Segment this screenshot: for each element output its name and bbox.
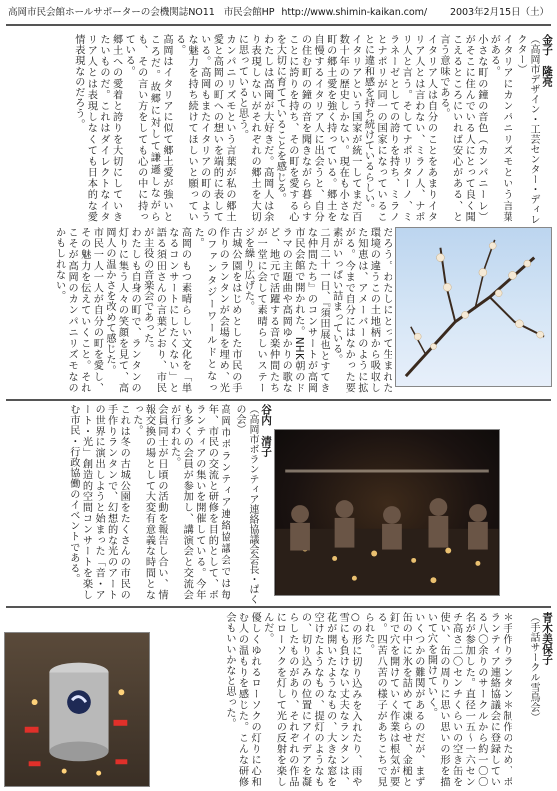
newsletter-title: 高岡市民会館ホールサポーターの会機関誌NO11 bbox=[8, 7, 215, 18]
article-1-paragraph: イタリア人は自分のことをあまりイタリア人とは言わない、ミラノ人、ナポリ人と言う。そしてナポリターノ、ミラネーゼとしての誇りを持ち、ミラノとナポリが同一の国家になっていることに違和感を持ち続けているらしい。 bbox=[362, 34, 437, 222]
article-1-paragraph: わたしは高岡が大好きだ。高岡人は余り表現しないがそれぞれの郷土を大切に思っていると思う。 bbox=[236, 34, 273, 222]
article-3-body bbox=[154, 612, 512, 787]
article-3-paragraph: いくつかの難関があるのだが、まず缶の中に氷を詰めて凍らせ、金槌と釘で穴を開けていく作業は根気が要る。四苦八苦の様子があちこちで見られた。 bbox=[362, 612, 424, 787]
article-3-byline bbox=[515, 612, 553, 787]
lantern-workshop-photo bbox=[274, 429, 500, 596]
author-role: （高岡市ボランティア連絡協議会会長・ぱくの会） bbox=[234, 404, 258, 604]
author-role: （高岡市デザイン・工芸センター・ディレクター） bbox=[515, 34, 539, 224]
author-role: （手話サークル雪鳥会） bbox=[528, 612, 539, 722]
article-1-paragraph: 二月二十一日、『須田展也とすてきな仲間たち』のコンサートが高岡市民会館で開かれた。NHK朝のドラマの主題曲や高岡ゆかりの歌など、地元で活躍する音楽仲間たちが一堂に会して素晴らしいステージを繰り広げた。 bbox=[242, 227, 330, 393]
article-3-paragraph: 優しくゆれるローソクの灯りに心和む人の温もりを感じた。こんな研修会もいいかなと思った。 bbox=[223, 612, 261, 787]
article-2-byline bbox=[232, 404, 272, 604]
website-label: 市民会館HP bbox=[223, 7, 275, 18]
article-2-body bbox=[8, 404, 230, 600]
section-rule bbox=[6, 399, 551, 401]
website-url[interactable]: http://www.shimin-kaikan.com/ bbox=[281, 7, 427, 18]
article-2-paragraph: これは冬の古城公園をたくさんの市民の手作りランタンで、幻想的な光のアートの世界に演出しようと始まった「音・アート・光」創造的空間コンサートを楽しむ市民・行政協働のイベントである。 bbox=[67, 404, 130, 600]
article-1-body bbox=[8, 34, 512, 222]
article-1-paragraph: 高岡はイタリアに似て郷土愛が強いところだ。故郷に対して謙遜しながらも、その言い方をしても心の中に持っている。 bbox=[123, 34, 172, 222]
header-rule bbox=[6, 24, 551, 26]
article-3-paragraph: ○の形に切り込みを入れたり、雨や雪にも負けない丈夫なランタンは、花が開いたようなもの、大きな窓を空けたようなもの、提灯のようなもの、切り込みの位置にアイデアを凝らしたものがあり、それぞれの作品にローソクを灯して光の反射を楽しんだ。 bbox=[261, 612, 361, 787]
article-1-byline bbox=[515, 34, 553, 224]
article-1-paragraph: 高岡のもつ素晴らしい文化を「単なるコンサートにしたくない」と語る須田さんの言葉どおり、市民が主役の音楽会であった。 bbox=[141, 227, 191, 393]
author-name: 金子 隆亮 bbox=[541, 34, 553, 87]
article-2-paragraph: 高岡市ボランティア連絡協議会では毎年、市民の交流と研修を目的として、ボランティアの集いを開催している。今年も多くの会員が参加し、講演会と交流会が行われた。 bbox=[168, 404, 230, 600]
lantern-image bbox=[5, 633, 149, 786]
section-rule bbox=[6, 606, 551, 608]
workshop-image bbox=[275, 430, 499, 595]
author-name: 青木美保子 bbox=[541, 612, 553, 665]
article-1-paragraph: 小さな町の鐘の音色（カンパニーレ）がそこに住んでいる人にとって良く聞こえるところにいれば安心がある、と言う意味である。 bbox=[438, 34, 487, 222]
author-name: 谷内 清子 bbox=[260, 404, 272, 457]
plum-blossom-image bbox=[396, 228, 551, 386]
article-1-paragraph: 古城公園をはじめとした市民の手作りのランタンが会場を埋め、光のファンタジーワールドとなった。 bbox=[192, 227, 241, 393]
article-1-paragraph: イタリアという国家が統一してまだ百数十年の歴史しかない。現在も小さな町の郷土愛を強く持っている。郷土を自慢するイタリア人に出会うと、自分の住む町の鐘の音を聞きながら暮らすことに誇りを持ち、その町を愛する心を大切に育てていることを感じる。 bbox=[274, 34, 361, 222]
handmade-lantern-photo bbox=[4, 632, 150, 787]
article-1-paragraph: 郷土への愛着と誇りを大切にしていきたいものだ。これはダイレクトなイタリア人とは表現しなくても日本的な愛情表現なのだろう。 bbox=[72, 34, 122, 222]
article-1-paragraph: イタリアにカンパニリズモという言葉がある。 bbox=[488, 34, 512, 222]
article-1-continued bbox=[8, 227, 392, 393]
article-2-paragraph: 会員同士が日頃の活動を報告し合い、情報交換の場として大変有意義な時間となった。 bbox=[130, 404, 168, 600]
article-1-paragraph: 市民一人一人が自分の町を愛し、その魅力を伝えていくこと。それこそが高岡のカンパニリズモなのかもしれない。 bbox=[53, 227, 103, 393]
article-1-paragraph: カンパニリズモという言葉が私の郷土愛と高岡の町への想いを端的に表している。高岡もまたイタリアの町のような魅力を持ち続けてほしいと願っている。 bbox=[173, 34, 235, 222]
article-1-paragraph: わたしも自身の町で、ランタンの灯りに集う人々の笑顔を見て、高岡人の温かさを改めて感じた。 bbox=[103, 227, 141, 393]
plum-blossom-photo bbox=[395, 227, 552, 387]
page-header bbox=[8, 4, 549, 22]
issue-date: 2003年2月15日（土） bbox=[450, 7, 549, 18]
article-1-paragraph: だろう。わたしにとって生まれた環境の違うこの土地柄から吸収した知恵は、アメーバーのように拡がる。今まで自分にはなかった要素がいっぱい詰まっている。 bbox=[330, 227, 392, 393]
article-3-paragraph: ＊手作りランタン＊制作のため、ボランティア連絡協議会に登録している八〇余りのサークルから約一〇〇名が参加した。直径一五〜一六センチ高さ二〇センチくらいの空き缶を使い、缶の周りに思い思いの形を描いて穴を開けていく。 bbox=[425, 612, 512, 787]
